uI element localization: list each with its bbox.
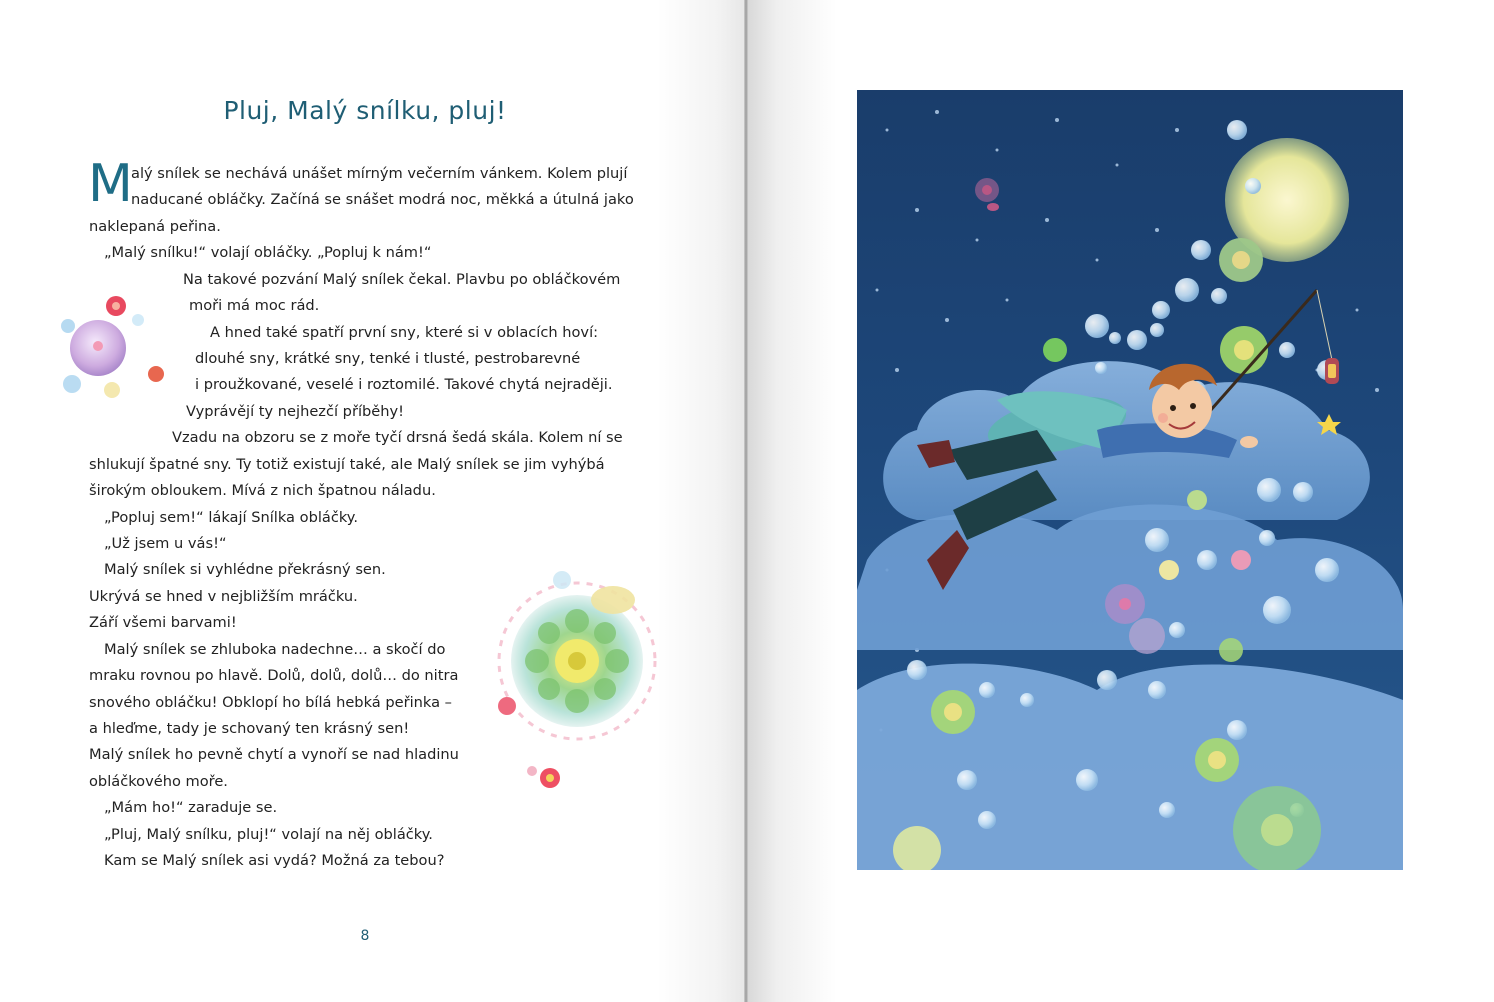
text-line: širokým obloukem. Mívá z nich špatnou náladu. [89, 482, 436, 499]
drop-cap: M [88, 154, 133, 214]
text-line: A hned také spatří první sny, které si v oblacích hoví: [210, 324, 599, 341]
text-line: Malý snílek se zhluboka nadechne… a skočí do [104, 641, 446, 658]
text-line: „Pluj, Malý snílku, pluj!“ volají na něj obláčky. [104, 826, 433, 843]
text-line: shlukují špatné sny. Ty totiž existují také, ale Malý snílek se jim vyhýbá [89, 456, 605, 473]
dreamer-illustration [857, 90, 1403, 870]
text-line: naducané obláčky. Začíná se snášet modrá noc, měkká a útulná jako [131, 191, 634, 208]
page-number: 8 [360, 928, 370, 944]
text-line: alý snílek se nechává unášet mírným večerním vánkem. Kolem plují [131, 165, 628, 182]
mandala-bubble-decoration [492, 566, 662, 796]
text-line: i proužkované, veselé i roztomilé. Takové chytá nejraději. [195, 376, 613, 393]
text-line: moři má moc rád. [189, 297, 320, 314]
text-line: „Popluj sem!“ lákají Snílka obláčky. [104, 509, 358, 526]
text-line: a hleďme, tady je schovaný ten krásný sen! [89, 720, 410, 737]
text-line: Kam se Malý snílek asi vydá? Možná za tebou? [104, 852, 445, 869]
text-line: „Už jsem u vás!“ [104, 535, 227, 552]
chapter-title: Pluj, Malý snílku, pluj! [223, 96, 507, 125]
text-line: snového obláčku! Obklopí ho bílá hebká peřinka – [89, 694, 452, 711]
text-line: „Malý snílku!“ volají obláčky. „Popluj k nám!“ [104, 244, 432, 261]
bubble-cluster-decoration [56, 286, 176, 406]
text-line: Malý snílek ho pevně chytí a vynoří se nad hladinu [89, 746, 459, 763]
text-line: Malý snílek si vyhlédne překrásný sen. [104, 561, 386, 578]
text-line: „Mám ho!“ zaraduje se. [104, 799, 278, 816]
text-line: Na takové pozvání Malý snílek čekal. Plavbu po obláčkovém [183, 271, 621, 288]
text-line: Ukrývá se hned v nejbližším mráčku. [89, 588, 358, 605]
text-line: Vzadu na obzoru se z moře tyčí drsná šedá skála. Kolem ní se [172, 429, 623, 446]
text-line: mraku rovnou po hlavě. Dolů, dolů, dolů… do nitra [89, 667, 459, 684]
text-line: naklepaná peřina. [89, 218, 221, 235]
book-gutter [744, 0, 748, 1002]
text-line: Vyprávějí ty nejhezčí příběhy! [186, 403, 404, 420]
text-line: Září všemi barvami! [89, 614, 237, 631]
text-line: obláčkového moře. [89, 773, 228, 790]
text-line: dlouhé sny, krátké sny, tenké i tlusté, pestrobarevné [195, 350, 581, 367]
